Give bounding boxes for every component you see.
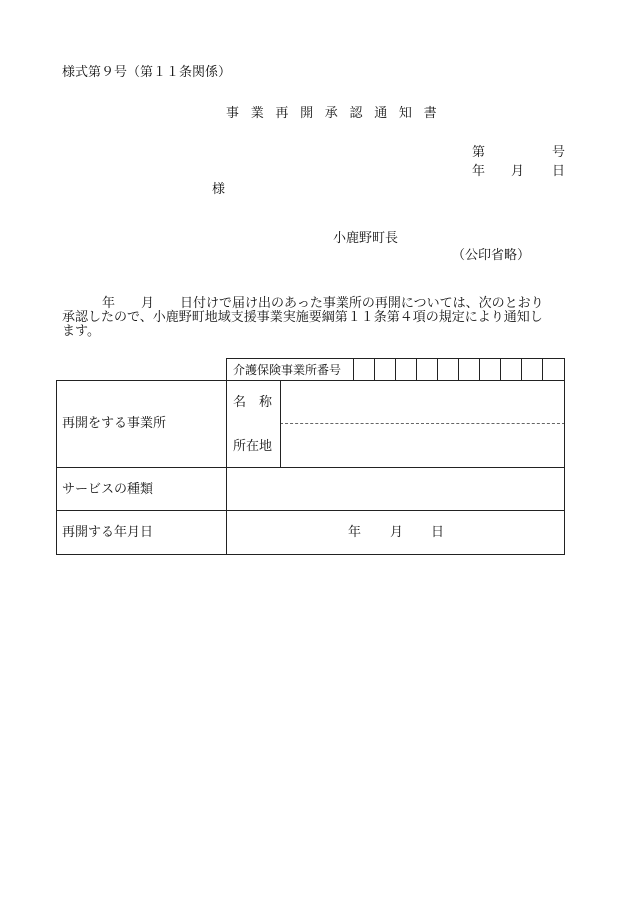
doc-number-prefix: 第 [472,145,486,160]
date-day-label: 日 [552,164,566,179]
digit-box-divider [521,358,522,381]
digit-box-divider [437,358,438,381]
table-rule [56,510,565,511]
addressee-suffix: 様 [212,182,226,197]
digit-box-divider [479,358,480,381]
name-label: 名 称 [233,395,273,410]
digit-box-divider [353,358,354,381]
resume-date-label: 再開する年月日 [62,525,154,540]
form-number: 様式第９号（第１１条関係） [62,65,232,80]
resume-year-label: 年 [348,525,362,540]
body-line-2: 承認したので、小鹿野町地域支援事業実施要綱第１１条第４項の規定により通知し [62,310,543,325]
facility-label: 再開をする事業所 [62,416,167,431]
date-year-label: 年 [472,164,486,179]
digit-box-divider [416,358,417,381]
resume-day-label: 日 [431,525,445,540]
notice-body [62,297,572,339]
table-rule [56,380,57,555]
digit-box-divider [542,358,543,381]
service-type-label: サービスの種類 [62,482,154,497]
date-month-label: 月 [511,164,525,179]
body-line-3: ます。 [62,324,100,339]
table-rule [280,380,281,468]
digit-box-divider [395,358,396,381]
seal-note: （公印省略） [452,248,531,263]
table-rule [56,380,565,381]
digit-box-divider [458,358,459,381]
provider-number-label: 介護保険事業所番号 [233,363,342,377]
table-rule [226,358,227,555]
table-rule-dashed [280,423,565,424]
table-rule [56,467,565,468]
table-rule [56,554,565,555]
digit-box-divider [500,358,501,381]
address-label: 所在地 [233,439,273,454]
sender-name: 小鹿野町長 [333,231,399,246]
body-line-1: 年 月 日付けで届け出のあった事業所の再開については、次のとおり [102,296,544,311]
resume-month-label: 月 [390,525,404,540]
table-rule [564,358,565,555]
page-title: 事業再開承認通知書 [226,106,449,121]
doc-number-suffix: 号 [552,145,566,160]
digit-box-divider [374,358,375,381]
